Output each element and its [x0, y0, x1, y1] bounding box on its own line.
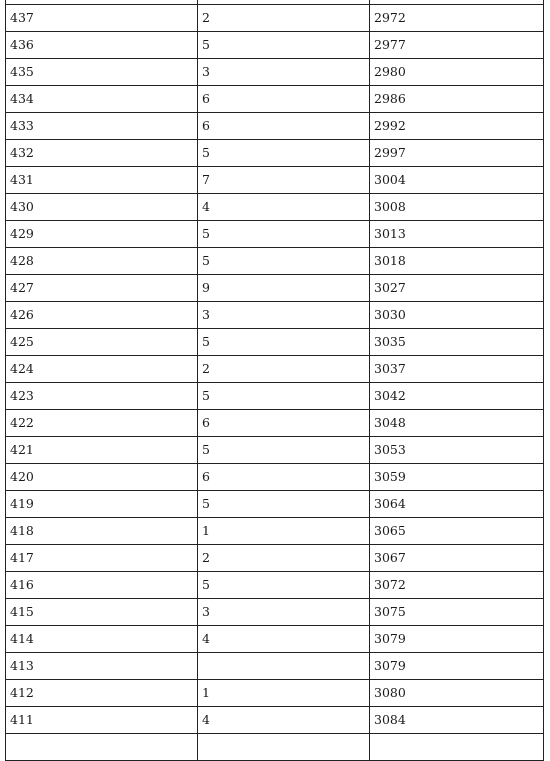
table-row: [6, 410, 544, 437]
count-cell: [198, 734, 370, 761]
score-cell: 428: [6, 248, 198, 275]
cumulative-cell: 3084: [370, 707, 544, 734]
cumulative-cell: 3075: [370, 599, 544, 626]
cumulative-cell: 3048: [370, 410, 544, 437]
cumulative-cell: 2980: [370, 59, 544, 86]
table-row: [6, 59, 544, 86]
count-cell: 6: [198, 86, 370, 113]
table-row: [6, 275, 544, 302]
score-cell: 426: [6, 302, 198, 329]
table-row: [6, 626, 544, 653]
score-cell: 436: [6, 32, 198, 59]
score-cell: 427: [6, 275, 198, 302]
score-cell: 418: [6, 518, 198, 545]
table-row: [6, 518, 544, 545]
score-cell: 433: [6, 113, 198, 140]
score-cell: 434: [6, 86, 198, 113]
count-cell: 5: [198, 437, 370, 464]
count-cell: 6: [198, 410, 370, 437]
table-body: [6, 0, 544, 761]
count-cell: 5: [198, 32, 370, 59]
cumulative-cell: 3079: [370, 653, 544, 680]
table-row: [6, 302, 544, 329]
table-row: [6, 545, 544, 572]
cumulative-cell: 3042: [370, 383, 544, 410]
cumulative-cell: 3053: [370, 437, 544, 464]
count-cell: 3: [198, 302, 370, 329]
score-cell: 419: [6, 491, 198, 518]
score-cell: [6, 734, 198, 761]
table-row: [6, 5, 544, 32]
count-cell: 5: [198, 329, 370, 356]
cumulative-cell: 3030: [370, 302, 544, 329]
score-cell: 417: [6, 545, 198, 572]
count-cell: 2: [198, 356, 370, 383]
table-row: [6, 113, 544, 140]
table-row: [6, 653, 544, 680]
count-cell: 3: [198, 59, 370, 86]
cumulative-cell: 3064: [370, 491, 544, 518]
count-cell: 1: [198, 680, 370, 707]
cumulative-cell: 3079: [370, 626, 544, 653]
cumulative-cell: 3072: [370, 572, 544, 599]
cumulative-cell: 2986: [370, 86, 544, 113]
cumulative-cell: 3018: [370, 248, 544, 275]
count-cell: 4: [198, 707, 370, 734]
cumulative-cell: [370, 734, 544, 761]
cumulative-cell: 2972: [370, 5, 544, 32]
cumulative-cell: 3027: [370, 275, 544, 302]
table-row: [6, 572, 544, 599]
cumulative-cell: 2992: [370, 113, 544, 140]
cumulative-cell: 3059: [370, 464, 544, 491]
table-row: [6, 140, 544, 167]
score-cell: 416: [6, 572, 198, 599]
score-cell: 437: [6, 5, 198, 32]
count-cell: 3: [198, 599, 370, 626]
score-cell: 421: [6, 437, 198, 464]
score-cell: 423: [6, 383, 198, 410]
table-row: [6, 167, 544, 194]
cumulative-cell: 3037: [370, 356, 544, 383]
count-cell: 1: [198, 518, 370, 545]
table-row: [6, 221, 544, 248]
score-cell: 414: [6, 626, 198, 653]
table-row: [6, 86, 544, 113]
score-cell: 422: [6, 410, 198, 437]
table-row: [6, 707, 544, 734]
count-cell: 5: [198, 491, 370, 518]
count-cell: 5: [198, 248, 370, 275]
table-row: [6, 383, 544, 410]
score-cell: 429: [6, 221, 198, 248]
score-cell: 413: [6, 653, 198, 680]
count-cell: 9: [198, 275, 370, 302]
score-cell: 425: [6, 329, 198, 356]
cumulative-cell: 3067: [370, 545, 544, 572]
table-row: [6, 356, 544, 383]
cumulative-cell: 2977: [370, 32, 544, 59]
table-row: [6, 599, 544, 626]
score-cell: 432: [6, 140, 198, 167]
count-cell: [198, 653, 370, 680]
table-row: [6, 32, 544, 59]
score-cell: 415: [6, 599, 198, 626]
count-cell: 5: [198, 572, 370, 599]
cumulative-cell: 3080: [370, 680, 544, 707]
score-cell: 435: [6, 59, 198, 86]
score-cell: 412: [6, 680, 198, 707]
cumulative-cell: 3004: [370, 167, 544, 194]
table-row: [6, 194, 544, 221]
table-row: [6, 491, 544, 518]
score-table: [5, 0, 544, 761]
count-cell: 4: [198, 194, 370, 221]
score-cell: 424: [6, 356, 198, 383]
table-row: [6, 329, 544, 356]
table-row: [6, 248, 544, 275]
score-cell: 411: [6, 707, 198, 734]
table-row: [6, 464, 544, 491]
cumulative-cell: 2997: [370, 140, 544, 167]
cumulative-cell: 3035: [370, 329, 544, 356]
cumulative-cell: 3065: [370, 518, 544, 545]
score-cell: 420: [6, 464, 198, 491]
cumulative-cell: 3013: [370, 221, 544, 248]
count-cell: 6: [198, 464, 370, 491]
table-row: [6, 437, 544, 464]
table-row: [6, 734, 544, 761]
count-cell: 4: [198, 626, 370, 653]
count-cell: 7: [198, 167, 370, 194]
count-cell: 2: [198, 545, 370, 572]
score-cell: 431: [6, 167, 198, 194]
score-cell: 430: [6, 194, 198, 221]
table-row: [6, 680, 544, 707]
count-cell: 6: [198, 113, 370, 140]
count-cell: 5: [198, 221, 370, 248]
count-cell: 5: [198, 140, 370, 167]
cumulative-cell: 3008: [370, 194, 544, 221]
count-cell: 5: [198, 383, 370, 410]
count-cell: 2: [198, 5, 370, 32]
